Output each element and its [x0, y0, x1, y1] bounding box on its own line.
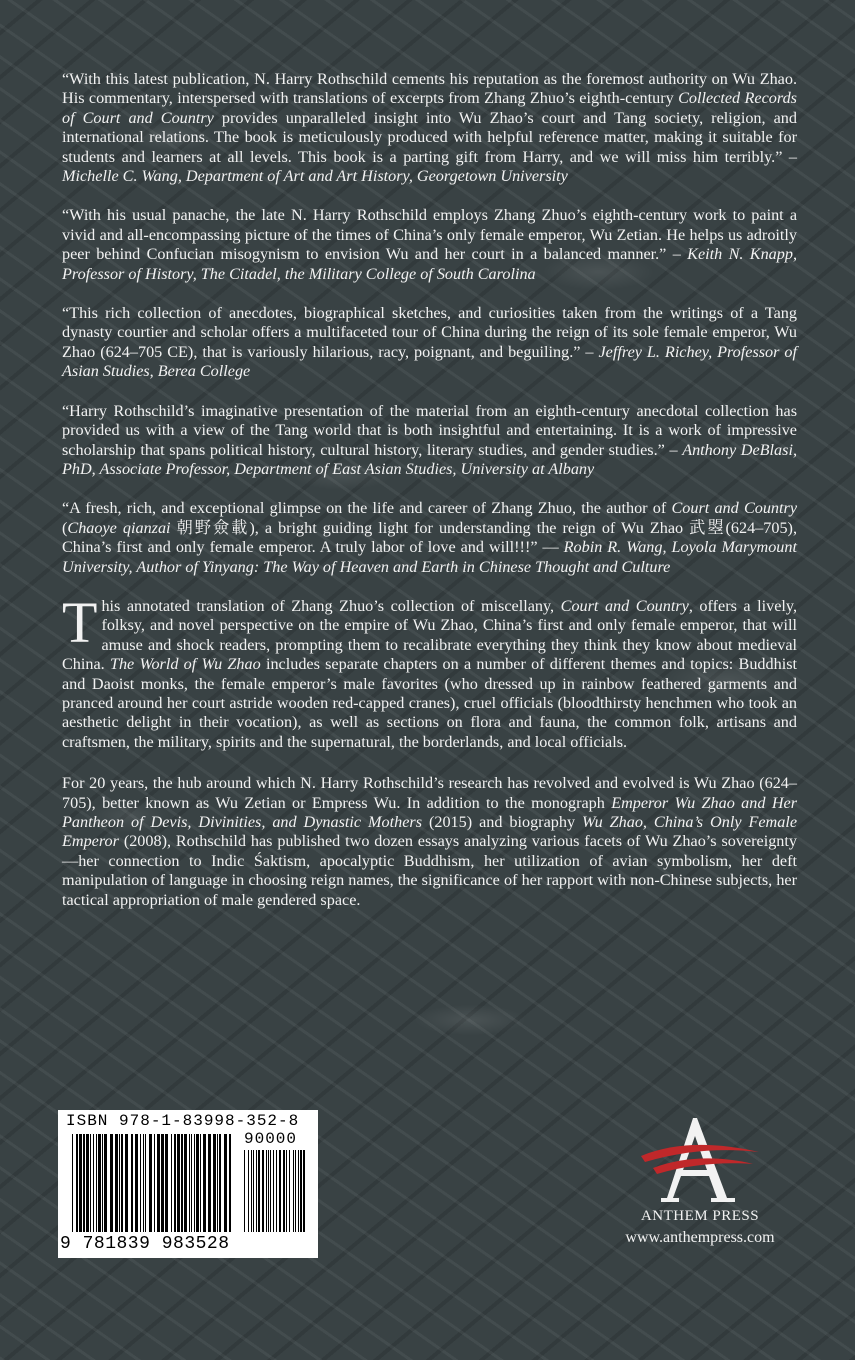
review-quote-1 [62, 70, 797, 186]
drop-cap: T [62, 589, 98, 655]
quote-text: “With this latest publication, N. Harry Rothschild cements his reputation as the foremost authority on Wu Zhao. His commentary, interspersed with translations of excerpts from Zhang Zhuo’s eighth-century [62, 70, 797, 108]
quote-text: “Harry Rothschild’s imaginative presentation of the material from an eighth-century anecdotal collection has provided us with a view of the Tang world that is both insightful and entertaining. It is a work of impressive scholarship that spans political history, cultural history, literary studies, and gender studies.” – [62, 401, 797, 459]
quote-attribution: Jeffrey L. Richey, Professor of Asian Studies, Berea College [62, 342, 798, 381]
book-description [62, 589, 798, 752]
publisher-logo [600, 1112, 800, 1262]
bio-text: (2015) and biography [422, 813, 582, 831]
isbn-barcode [58, 1110, 318, 1258]
author-bio [62, 774, 797, 910]
description-text: , offers a lively, folksy, and novel perspective on the empire of Wu Zhao, China’s first and only female emperor, that will amuse and shock readers, prompting them to recalibrate everything they think they know about medieval China. [62, 596, 797, 674]
quote-attribution: Keith N. Knapp, Professor of History, The Citadel, the Military College of South Carolina [62, 245, 798, 283]
quote-text: “With his usual panache, the late N. Harry Rothschild employs Zhang Zhuo’s eighth-century work to paint a vivid and all-encompassing picture of the times of China’s only female emperor, Wu Zetian. He helps us adroitly peer behind Confucian misogynism to envision Wu and her court in a balanced manner.” – [62, 206, 797, 264]
book-title: Emperor Wu Zhao and Her Pantheon of Devis, Divinities, and Dynastic Mothers [62, 793, 797, 831]
ean-bars [72, 1134, 232, 1232]
book-title: Chaoye qianzai [67, 518, 171, 537]
publisher-name: ANTHEM PRESS [640, 1208, 760, 1224]
book-title: The World of Wu Zhao [109, 655, 261, 674]
isbn-label: ISBN 978-1-83998-352-8 [66, 1112, 300, 1130]
bio-text: (2008), Rothschild has published two dozen essays analyzing various facets of Wu Zhao’s sovereignty—her connection to Indic Śaktism, apocalyptic Buddhism, her utilization of avian symbolism, her deft manipulation of language in choosing reign names, the significance of her rapport with non-Chinese subjects, her tactical appropriation of male gendered space. [62, 832, 797, 909]
description-text: includes separate chapters on a number of different themes and topics: Buddhist and Daoist monks, the female emperor’s male favorites (who dressed up in rainbow feathered garments and pranced around her court astride wooden red-capped cranes), cruel officials (bloodthirsty henchmen who took an aesthetic delight in their vocation), as well as sections on flora and fauna, the common folk, artisans and craftsmen, the military, spirits and the supernatural, the borderlands, and local officials. [62, 655, 798, 751]
back-cover-text [62, 70, 797, 910]
review-quote-5 [62, 499, 797, 577]
quote-attribution: Robin R. Wang, Loyola Marymount University, Author of Yinyang: The Way of Heaven and Earth in Chinese Thought and Culture [62, 538, 797, 576]
quote-text: “A fresh, rich, and exceptional glimpse on the life and career of Zhang Zhuo, the author of [62, 499, 672, 518]
bio-text: For 20 years, the hub around which N. Harry Rothschild’s research has revolved and evolved is Wu Zhao (624–705), better known as Wu Zetian or Empress Wu. In addition to the monograph [62, 774, 797, 812]
quote-text: ( [62, 518, 68, 537]
publisher-url: www.anthempress.com [625, 1229, 775, 1246]
book-title: Court and Country [560, 596, 689, 615]
quote-text: “This rich collection of anecdotes, biographical sketches, and curiosities taken from the writings of a Tang dynasty courtier and scholar offers a multifaceted tour of China during the reign of its sole female emperor, Wu Zhao (624–705 CE), that is variously hilarious, racy, poignant, and beguiling.” – [62, 304, 797, 361]
review-quote-2 [62, 206, 797, 284]
review-quote-4 [62, 402, 797, 480]
anthem-a-logo-icon [635, 1112, 765, 1204]
quote-attribution: Anthony DeBlasi, PhD, Associate Professor, Department of East Asian Studies, University at Albany [62, 440, 797, 478]
review-quote-3 [62, 304, 797, 382]
book-title: Wu Zhao, China’s Only Female Emperor [62, 813, 798, 851]
quote-text: 朝野僉載), a bright guiding light for understanding the reign of Wu Zhao 武曌(624–705), China’s first and only female emperor. A truly labor of love and will!!!” — [62, 518, 797, 557]
quote-text: provides unparalleled insight into Wu Zhao’s court and Tang society, religion, and international relations. The book is meticulously produced with helpful reference matter, making it suitable for students and learners at all levels. This book is a parting gift from Harry, and we will miss him terribly.” – [62, 108, 797, 166]
addon-bars [244, 1150, 310, 1232]
description-text: his annotated translation of Zhang Zhuo’s collection of miscellany, [101, 596, 561, 615]
book-title: Collected Records of Court and Country [62, 89, 797, 127]
quote-attribution: Michelle C. Wang, Department of Art and Art History, Georgetown University [62, 167, 568, 186]
book-title: Court and Country [671, 499, 798, 518]
ean-digits: 9 781839 983528 [60, 1234, 230, 1254]
price-code: 90000 [244, 1130, 298, 1148]
